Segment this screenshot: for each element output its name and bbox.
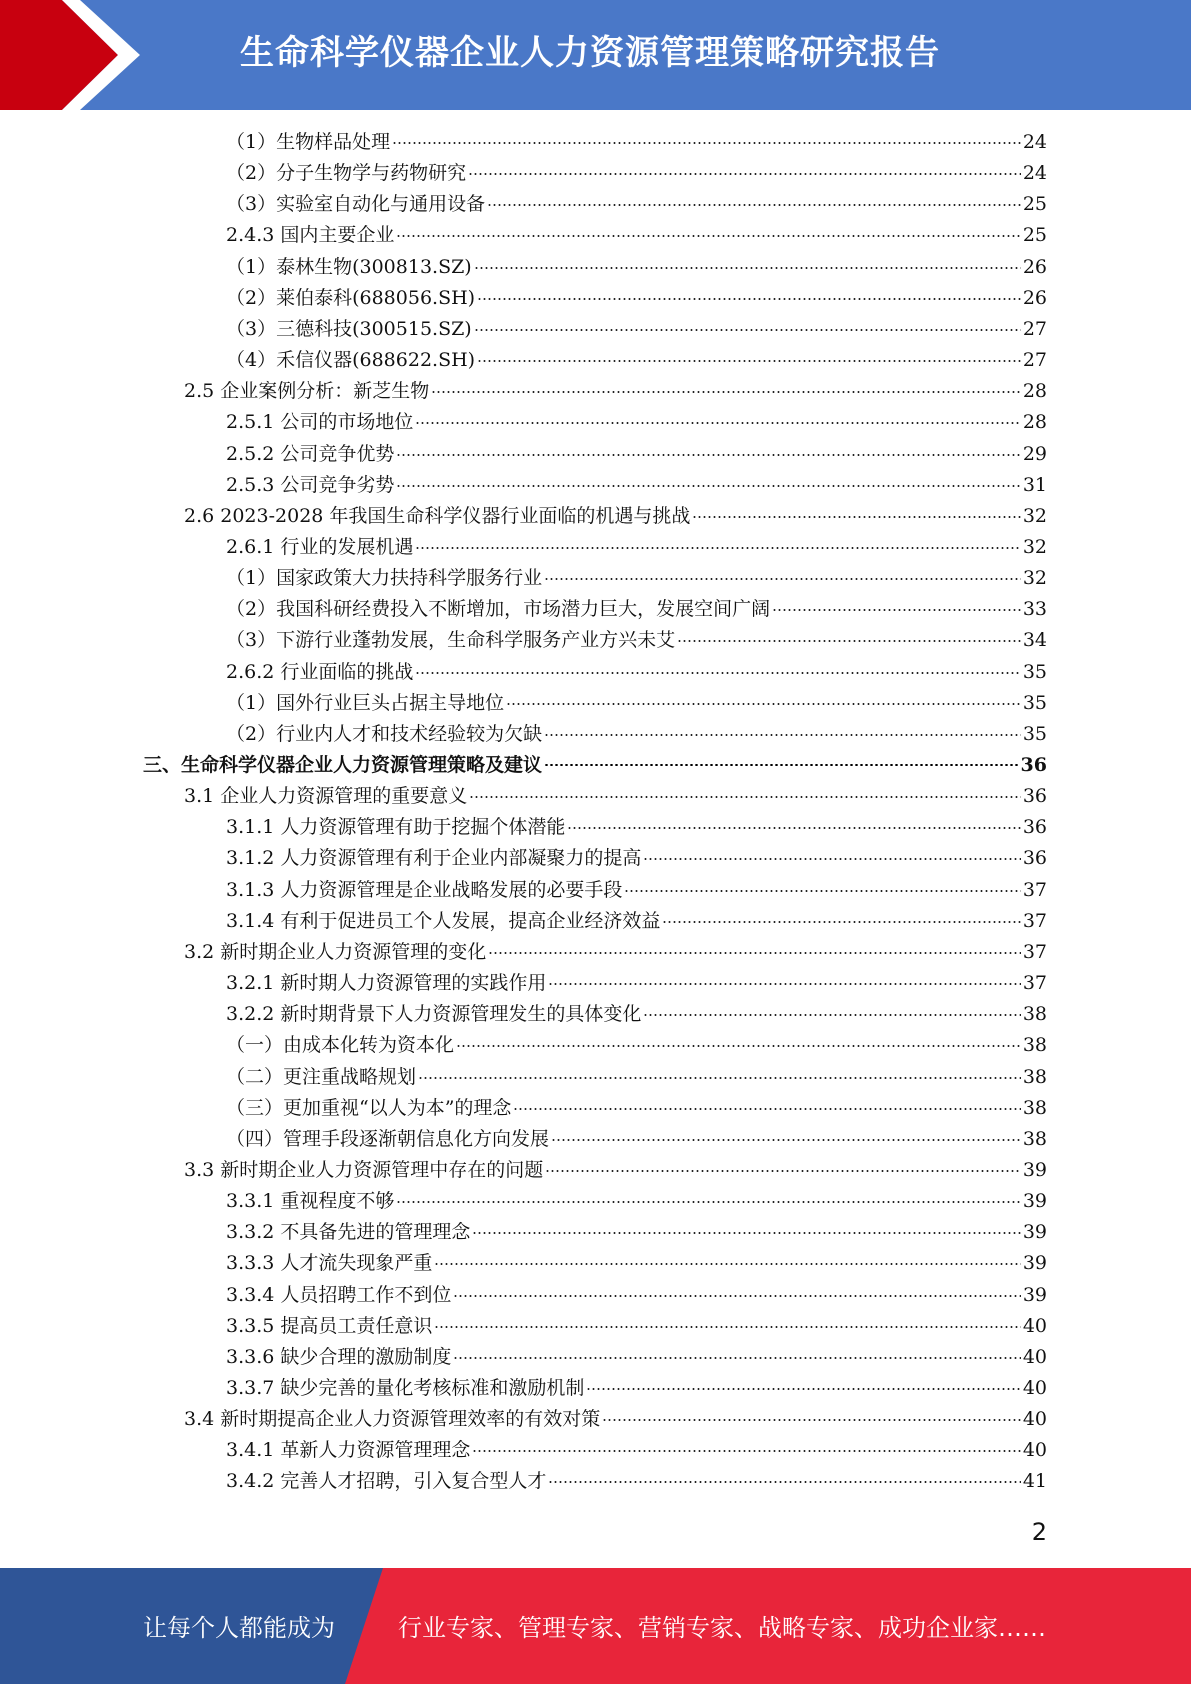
toc-entry[interactable] — [226, 1342, 1047, 1373]
toc-dot-leader — [392, 142, 1021, 144]
toc-dot-leader — [513, 1108, 1020, 1110]
toc-dot-leader — [472, 1232, 1020, 1234]
toc-entry[interactable] — [184, 937, 1047, 968]
toc-entry[interactable] — [226, 563, 1047, 594]
toc-dot-leader — [544, 734, 1021, 736]
toc-entry[interactable] — [226, 594, 1047, 625]
footer-roles: 行业专家、管理专家、营销专家、战略专家、成功企业家…… — [398, 1614, 1046, 1642]
toc-entry-page: 38 — [1022, 1127, 1047, 1150]
toc-entry-page: 39 — [1022, 1190, 1047, 1213]
toc-dot-leader — [415, 672, 1020, 674]
toc-entry-page: 31 — [1022, 473, 1047, 496]
toc-entry-title: 3.2.1 新时期人力资源管理的实践作用 — [226, 972, 547, 995]
toc-entry-title: 3.3.1 重视程度不够 — [226, 1190, 395, 1213]
toc-entry-page: 37 — [1022, 909, 1047, 932]
toc-entry-title: 3.1 企业人力资源管理的重要意义 — [184, 785, 468, 808]
toc-entry-page: 37 — [1022, 972, 1047, 995]
toc-entry-title: （3）三德科技(300515.SZ) — [226, 317, 472, 340]
toc-entry-title: （1）国家政策大力扶持科学服务行业 — [226, 567, 543, 590]
toc-entry-page: 27 — [1022, 349, 1047, 372]
toc-entry-page: 28 — [1022, 380, 1047, 403]
toc-dot-leader — [456, 1045, 1021, 1047]
toc-dot-leader — [468, 173, 1021, 175]
toc-dot-leader — [692, 516, 1020, 518]
toc-entry[interactable] — [226, 1435, 1047, 1466]
toc-entry-title: （三）更加重视“以人为本”的理念 — [226, 1096, 512, 1119]
toc-dot-leader — [624, 890, 1020, 892]
toc-entry-title: 3.4.2 完善人才招聘，引入复合型人才 — [226, 1470, 547, 1493]
toc-entry-title: 2.5.2 公司竞争优势 — [226, 442, 395, 465]
toc-entry-title: 3.4.1 革新人力资源管理理念 — [226, 1439, 471, 1462]
toc-entry[interactable] — [226, 968, 1047, 999]
toc-entry-page: 40 — [1022, 1377, 1047, 1399]
toc-entry-title: 2.5 企业案例分析：新芝生物 — [184, 380, 430, 403]
toc-entry-title: （4）禾信仪器(688622.SH) — [226, 349, 476, 372]
toc-entry[interactable] — [226, 189, 1047, 220]
toc-dot-leader — [548, 1481, 1020, 1483]
toc-entry-title: 3.3 新时期企业人力资源管理中存在的问题 — [184, 1158, 544, 1181]
toc-dot-leader — [567, 827, 1020, 829]
toc-entry-page: 24 — [1022, 131, 1047, 153]
toc-entry-title: （2）分子生物学与药物研究 — [226, 162, 467, 185]
toc-entry-title: 3.3.6 缺少合理的激励制度 — [226, 1345, 452, 1368]
toc-entry-title: （2）我国科研经费投入不断增加，市场潜力巨大，发展空间广阔 — [226, 598, 771, 621]
page-number: 2 — [1031, 1518, 1047, 1546]
toc-entry-page: 37 — [1022, 878, 1047, 901]
toc-dot-leader — [469, 796, 1021, 798]
toc-dot-leader — [415, 422, 1020, 424]
toc-entry-title: 3.1.1 人力资源管理有助于挖掘个体潜能 — [226, 816, 566, 839]
toc-entry[interactable] — [226, 470, 1047, 501]
toc-entry-title: 3.3.5 提高员工责任意识 — [226, 1314, 433, 1337]
toc-entry-page: 36 — [1022, 847, 1047, 870]
toc-entry-page: 39 — [1022, 1283, 1047, 1306]
toc-entry[interactable] — [226, 1248, 1047, 1279]
toc-dot-leader — [586, 1388, 1020, 1390]
toc-dot-leader — [453, 1295, 1020, 1297]
toc-entry[interactable] — [226, 439, 1047, 470]
toc-entry[interactable] — [226, 999, 1047, 1030]
toc-entry[interactable] — [226, 127, 1047, 158]
toc-entry-page: 36 — [1022, 816, 1047, 839]
toc-entry-page: 34 — [1022, 629, 1047, 652]
toc-entry-title: （1）泰林生物(300813.SZ) — [226, 255, 472, 278]
toc-entry[interactable] — [226, 1373, 1047, 1404]
toc-dot-leader — [677, 640, 1021, 642]
toc-entry-page: 29 — [1022, 442, 1047, 465]
toc-entry[interactable] — [226, 220, 1047, 251]
toc-entry-page: 38 — [1022, 1096, 1047, 1119]
toc-entry-page: 40 — [1022, 1439, 1047, 1462]
toc-entry-title: （二）更注重战略规划 — [226, 1065, 417, 1088]
toc-dot-leader — [548, 983, 1020, 985]
toc-entry-title: （1）生物样品处理 — [226, 131, 391, 153]
toc-entry-page: 26 — [1022, 255, 1047, 278]
toc-entry-title: （3）实验室自动化与通用设备 — [226, 193, 486, 216]
toc-dot-leader — [396, 485, 1020, 487]
toc-entry-page: 24 — [1022, 162, 1047, 185]
toc-dot-leader — [431, 391, 1021, 393]
toc-entry-page: 40 — [1022, 1408, 1047, 1431]
toc-dot-leader — [602, 1419, 1021, 1421]
toc-entry[interactable] — [226, 1186, 1047, 1217]
toc-entry[interactable] — [226, 688, 1047, 719]
toc-entry[interactable] — [226, 1062, 1047, 1093]
toc-entry[interactable] — [184, 781, 1047, 812]
toc-entry-title: （2）莱伯泰科(688056.SH) — [226, 286, 476, 309]
toc-entry-title: 2.5.3 公司竞争劣势 — [226, 473, 395, 496]
toc-entry[interactable] — [226, 1030, 1047, 1061]
toc-entry[interactable] — [184, 501, 1047, 532]
toc-entry-page: 26 — [1022, 286, 1047, 309]
toc-dot-leader — [453, 1357, 1020, 1359]
report-title: 生命科学仪器企业人力资源管理策略研究报告 — [240, 33, 940, 73]
toc-entry[interactable] — [226, 1093, 1047, 1124]
toc-entry-page: 32 — [1022, 535, 1047, 558]
toc-entry-page: 35 — [1022, 722, 1047, 745]
toc-dot-leader — [396, 1201, 1020, 1203]
page-footer — [0, 1568, 1191, 1684]
toc-entry[interactable] — [226, 283, 1047, 314]
toc-dot-leader — [643, 1014, 1020, 1016]
toc-entry-page: 40 — [1022, 1345, 1047, 1368]
toc-entry-page: 38 — [1022, 1065, 1047, 1088]
toc-dot-leader — [544, 764, 1019, 767]
toc-entry-title: 2.6.1 行业的发展机遇 — [226, 535, 414, 558]
toc-entry-page: 39 — [1022, 1252, 1047, 1275]
toc-entry-page: 36 — [1022, 785, 1047, 808]
toc-entry-title: 2.6 2023-2028 年我国生命科学仪器行业面临的机遇与挑战 — [184, 504, 691, 527]
toc-entry-title: 3.2 新时期企业人力资源管理的变化 — [184, 940, 487, 963]
toc-entry[interactable] — [226, 345, 1047, 376]
toc-entry-title: 3.3.4 人员招聘工作不到位 — [226, 1283, 452, 1306]
toc-entry[interactable] — [184, 376, 1047, 407]
toc-entry-page: 25 — [1022, 224, 1047, 247]
toc-entry-page: 32 — [1022, 504, 1047, 527]
header-arrow-decoration — [0, 0, 160, 110]
toc-entry-title: 3.1.2 人力资源管理有利于企业内部凝聚力的提高 — [226, 847, 642, 870]
toc-entry-page: 39 — [1022, 1221, 1047, 1244]
toc-entry-page: 28 — [1022, 411, 1047, 434]
toc-entry-title: （1）国外行业巨头占据主导地位 — [226, 691, 505, 714]
toc-entry[interactable] — [143, 750, 1047, 781]
toc-entry-title: 3.4 新时期提高企业人力资源管理效率的有效对策 — [184, 1408, 601, 1431]
toc-entry[interactable] — [184, 1155, 1047, 1186]
toc-entry-page: 39 — [1022, 1158, 1047, 1181]
toc-dot-leader — [772, 609, 1021, 611]
toc-entry-title: 三、生命科学仪器企业人力资源管理策略及建议 — [143, 754, 543, 776]
toc-entry[interactable] — [226, 1217, 1047, 1248]
toc-entry-title: 3.1.3 人力资源管理是企业战略发展的必要手段 — [226, 878, 623, 901]
toc-dot-leader — [418, 1077, 1021, 1079]
toc-entry-page: 25 — [1022, 193, 1047, 216]
toc-entry[interactable] — [226, 812, 1047, 843]
toc-entry[interactable] — [226, 1311, 1047, 1342]
toc-entry-title: 3.3.7 缺少完善的量化考核标准和激励机制 — [226, 1377, 585, 1399]
toc-entry[interactable] — [226, 719, 1047, 750]
toc-entry-page: 32 — [1022, 567, 1047, 590]
toc-entry-title: 2.5.1 公司的市场地位 — [226, 411, 414, 434]
toc-dot-leader — [662, 921, 1020, 923]
toc-dot-leader — [396, 235, 1020, 237]
toc-entry-title: 3.1.4 有利于促进员工个人发展，提高企业经济效益 — [226, 909, 661, 932]
toc-entry[interactable] — [184, 1404, 1047, 1435]
toc-entry-page: 41 — [1022, 1470, 1047, 1493]
footer-slogan: 让每个人都能成为 — [143, 1614, 335, 1642]
toc-entry[interactable] — [226, 1466, 1047, 1497]
toc-dot-leader — [434, 1326, 1020, 1328]
toc-entry[interactable] — [226, 1124, 1047, 1155]
toc-entry[interactable] — [226, 407, 1047, 438]
toc-dot-leader — [474, 267, 1021, 269]
toc-entry-title: （四）管理手段逐渐朝信息化方向发展 — [226, 1127, 550, 1150]
toc-dot-leader — [551, 1139, 1021, 1141]
toc-entry-page: 33 — [1022, 598, 1047, 621]
toc-entry[interactable] — [226, 532, 1047, 563]
toc-entry-title: 3.3.3 人才流失现象严重 — [226, 1252, 433, 1275]
toc-entry-page: 36 — [1020, 754, 1047, 776]
toc-entry[interactable] — [226, 875, 1047, 906]
toc-dot-leader — [544, 578, 1021, 580]
toc-entry-title: 2.6.2 行业面临的挑战 — [226, 660, 414, 683]
toc-entry-title: （2）行业内人才和技术经验较为欠缺 — [226, 722, 543, 745]
toc-dot-leader — [487, 204, 1021, 206]
toc-entry-page: 40 — [1022, 1314, 1047, 1337]
toc-entry[interactable] — [226, 843, 1047, 874]
toc-entry[interactable] — [226, 906, 1047, 937]
toc-entry[interactable] — [226, 657, 1047, 688]
toc-entry-title: 3.3.2 不具备先进的管理理念 — [226, 1221, 471, 1244]
page-header — [0, 0, 1191, 110]
toc-dot-leader — [477, 298, 1021, 300]
toc-entry-page: 37 — [1022, 940, 1047, 963]
toc-entry[interactable] — [226, 158, 1047, 189]
toc-entry[interactable] — [226, 625, 1047, 656]
toc-entry[interactable] — [226, 252, 1047, 283]
toc-dot-leader — [434, 1263, 1020, 1265]
toc-dot-leader — [506, 703, 1021, 705]
toc-entry[interactable] — [226, 314, 1047, 345]
toc-entry-title: 3.2.2 新时期背景下人力资源管理发生的具体变化 — [226, 1003, 642, 1026]
toc-dot-leader — [477, 360, 1021, 362]
toc-dot-leader — [472, 1450, 1020, 1452]
toc-dot-leader — [488, 952, 1021, 954]
toc-entry-title: 2.4.3 国内主要企业 — [226, 224, 395, 247]
toc-entry-page: 27 — [1022, 317, 1047, 340]
toc-entry-page: 38 — [1022, 1003, 1047, 1026]
toc-dot-leader — [396, 454, 1020, 456]
toc-entry-title: （3）下游行业蓬勃发展，生命科学服务产业方兴未艾 — [226, 629, 676, 652]
toc-entry-title: （一）由成本化转为资本化 — [226, 1034, 455, 1057]
toc-dot-leader — [545, 1170, 1021, 1172]
toc-entry-page: 35 — [1022, 660, 1047, 683]
toc-dot-leader — [643, 858, 1020, 860]
toc-dot-leader — [474, 329, 1021, 331]
toc-dot-leader — [415, 547, 1020, 549]
toc-entry[interactable] — [226, 1280, 1047, 1311]
toc-entry-page: 35 — [1022, 691, 1047, 714]
toc-entry-page: 38 — [1022, 1034, 1047, 1057]
